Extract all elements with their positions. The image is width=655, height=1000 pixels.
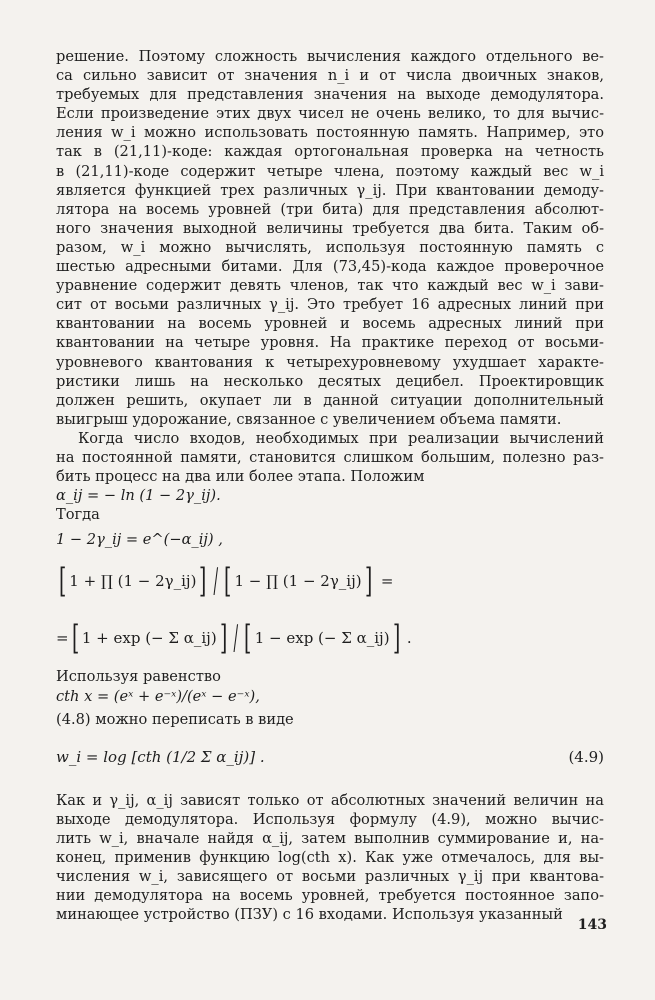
- left-bracket: [: [58, 561, 67, 602]
- equation-4-9: [56, 729, 604, 785]
- equation-cth-text: cth x = (eˣ + e⁻ˣ)/(eˣ − e⁻ˣ),: [56, 687, 260, 705]
- text-line: разом, w_i можно вычислять, используя постоянную память с: [56, 238, 604, 256]
- togda-text: Тогда: [56, 506, 100, 524]
- equals-sign: =: [56, 629, 69, 648]
- text-line: са сильно зависит от значения n_i и от числа двоичных знаков,: [56, 67, 604, 85]
- equals-sign: =: [380, 572, 394, 591]
- text-line: бить процесс на два или более этапа. Положим: [56, 468, 425, 486]
- text-line: на постоянной памяти, становится слишком большим, полезно раз-: [56, 448, 604, 466]
- using-identity-text: Используя равенство: [56, 668, 221, 686]
- text-line: выходе демодулятора. Используя формулу (4.9), можно вычис-: [56, 810, 604, 828]
- paragraph-2: [56, 429, 604, 486]
- equation-w-text: w_i = log [cth (1/2 Σ α_ij)] .: [56, 747, 265, 766]
- right-bracket: ]: [219, 618, 227, 659]
- equation-exp-text: 1 − 2γ_ij = e^(−α_ij) ,: [56, 531, 223, 549]
- text-line: квантовании на четыре уровня. На практике переход от восьми-: [56, 334, 604, 352]
- text-line: числения w_i, зависящего от восьми различных γ_ij при квантова-: [56, 868, 604, 886]
- rewrite-text: (4.8) можно переписать в виде: [56, 710, 294, 728]
- eq-prod-lhs: 1 + ∏ (1 − 2γ_ij): [69, 572, 197, 591]
- equation-cth: [56, 687, 604, 706]
- rewrite-label: [56, 710, 604, 729]
- text-line: шестью адресными битами. Для (73,45)-кода каждое проверочное: [56, 258, 604, 276]
- text-line: решение. Поэтому сложность вычисления каждого отдельного ве-: [56, 48, 604, 65]
- text-line: лить w_i, вначале найдя α_ij, затем выполнив суммирование и, на-: [56, 829, 604, 847]
- text-line: конец, применив функцию log(cth x). Как уже отмечалось, для вы-: [56, 849, 604, 866]
- text-line: должен решить, окупает ли в данной ситуации дополнительный: [56, 391, 604, 409]
- eq-sum-rhs: 1 − exp (− Σ α_ij): [254, 629, 390, 648]
- text-line: сит от восьми различных γ_ij. Это требует 16 адресных линий при: [56, 296, 604, 314]
- left-bracket: [: [244, 618, 252, 659]
- text-line: нии демодулятора на восемь уровней, требуется постоянное запо-: [56, 887, 604, 905]
- text-line: ристики лишь на несколько десятых децибел. Проектировщик: [56, 372, 604, 390]
- right-bracket: ]: [199, 561, 207, 602]
- using-identity: [56, 667, 604, 686]
- text-line: ного значения выходной величины требуется два бита. Таким об-: [56, 219, 604, 237]
- equation-alpha: [56, 486, 604, 505]
- division-slash: /: [213, 561, 218, 602]
- left-bracket: [: [71, 618, 79, 659]
- paragraph-3: [56, 791, 604, 925]
- text-line: минающее устройство (ПЗУ) с 16 входами. Используя указанный: [56, 906, 563, 924]
- text-line: уравнение содержит девять членов, так что каждый вес w_i зави-: [56, 277, 604, 295]
- page-body: [56, 47, 604, 924]
- togda-label: [56, 505, 604, 524]
- division-slash: /: [233, 618, 238, 659]
- right-bracket: ]: [392, 618, 400, 659]
- right-bracket: ]: [364, 561, 372, 602]
- equation-exp: [56, 530, 604, 549]
- page-number: 143: [577, 917, 607, 933]
- text-line: в (21,11)-коде содержит четыре члена, поэтому каждый вес w_i: [56, 162, 604, 180]
- eq-sum-lhs: 1 + exp (− Σ α_ij): [81, 629, 217, 648]
- text-line: уровневого квантования к четырехуровневому ухудшает характе-: [56, 353, 604, 371]
- text-line: является функцией трех различных γ_ij. При квантовании демоду-: [56, 181, 604, 199]
- equation-product-ratio: [56, 553, 604, 609]
- equation-alpha-text: α_ij = − ln (1 − 2γ_ij).: [56, 487, 221, 505]
- paragraph-1: [56, 47, 604, 429]
- text-line: требуемых для представления значения на выходе демодулятора.: [56, 86, 604, 104]
- text-line: квантовании на восемь уровней и восемь адресных линий при: [56, 315, 604, 333]
- left-bracket: [: [224, 561, 232, 602]
- text-line: ления w_i можно использовать постоянную память. Например, это: [56, 124, 604, 142]
- text-line: Как и γ_ij, α_ij зависят только от абсолютных значений величин на: [56, 791, 604, 809]
- period: .: [406, 629, 412, 648]
- text-line: так в (21,11)-коде: каждая ортогональная проверка на четность: [56, 143, 604, 161]
- equation-number: (4.9): [568, 747, 604, 766]
- text-line: Когда число входов, необходимых при реализации вычислений: [78, 429, 604, 447]
- equation-sum-ratio: [56, 609, 604, 667]
- text-line: лятора на восемь уровней (три бита) для представления абсолют-: [56, 200, 604, 218]
- eq-prod-rhs: 1 − ∏ (1 − 2γ_ij): [234, 572, 362, 591]
- text-line: Если произведение этих двух чисел не очень велико, то для вычис-: [56, 105, 604, 123]
- text-line: выигрыш удорожание, связанное с увеличением объема памяти.: [56, 410, 562, 428]
